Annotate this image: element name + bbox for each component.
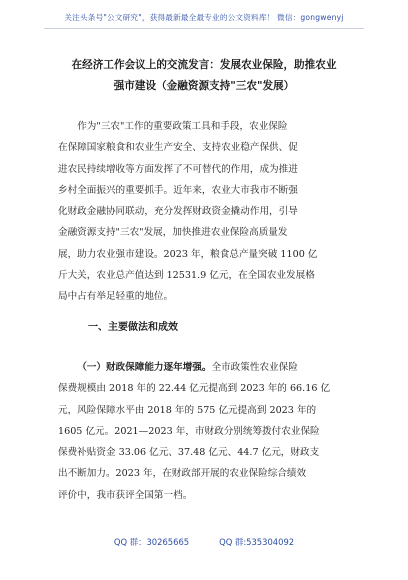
- intro-line: 斤大关，农业总产值达到 12531.9 亿元，在全国农业发展格: [58, 270, 315, 282]
- intro-line: 化财政金融协同联动，充分发挥财政资金撬动作用，引导: [58, 206, 298, 218]
- para2-line: 保费规模由 2018 年的 22.44 亿元提高到 2023 年的 66.16 亿: [58, 383, 331, 395]
- footer-qq-group-1: QQ 群：30265665: [113, 537, 190, 547]
- intro-line: 展，助力农业强市建设。2023 年，粮食总产量突破 1100 亿: [58, 248, 318, 260]
- para2-line: 元，风险保障水平由 2018 年的 575 亿元提高到 2023 年的: [58, 404, 317, 416]
- para2-first-rest: 全市政策性农业保险: [211, 362, 298, 373]
- intro-line: 局中占有举足轻重的地位。: [58, 291, 174, 303]
- para2-lead: （一）财政保障能力逐年增强。: [77, 362, 212, 373]
- intro-line: 在保障国家粮食和农业生产安全、支持农业稳产保供、促: [58, 142, 298, 154]
- section-heading: 一、主要做法和成效: [88, 322, 178, 333]
- intro-line: 进农民持续增收等方面发挥了不可替代的作用，成为推进: [58, 163, 298, 175]
- intro-line: 乡村全面振兴的重要抓手。近年来，农业大市我市不断强: [58, 184, 298, 196]
- header-banner: 关注头条号"公文研究"，获得最新最全最专业的公文资料库！ 微信：gongwenyj: [64, 13, 344, 22]
- para2-line: 1605 亿元。2021—2023 年，市财政分别统筹拨付农业保险: [58, 425, 320, 437]
- intro-paragraph: [58, 116, 352, 308]
- para2-line: 保费补贴资金 33.06 亿元、37.48 亿元、44.7 亿元，财政支: [58, 447, 320, 459]
- intro-line: 作为"三农"工作的重要政策工具和手段，农业保险: [77, 121, 288, 132]
- footer-qq-group-2: QQ 群:535304092: [219, 537, 295, 547]
- title-line-1: 在经济工作会议上的交流发言：发展农业保险，助推农业: [71, 59, 337, 71]
- intro-line: 金融资源支持"三农"发展，加快推进农业保险高质量发: [58, 227, 288, 239]
- title-line-2: 强市建设（金融资源支持"三农"发展）: [113, 80, 295, 92]
- header-divider: [44, 28, 364, 29]
- para2-line: 出不断加力。2023 年，在财政部开展的农业保险综合绩效: [58, 468, 307, 480]
- para2-first-line: [58, 357, 352, 378]
- financial-guarantee-paragraph: [58, 357, 352, 506]
- footer-contact: [0, 536, 408, 548]
- para2-line: 评价中，我市获评全国第一档。: [58, 489, 193, 501]
- document-title: [44, 55, 364, 97]
